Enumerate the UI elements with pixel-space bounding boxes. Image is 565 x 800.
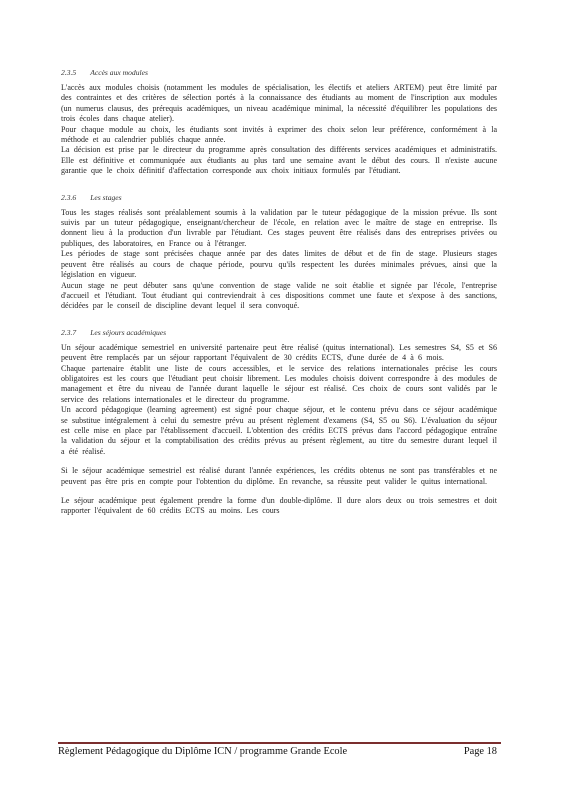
paragraph: Aucun stage ne peut débuter sans qu'une convention de stage valide ne soit établie et signée par l'école, l'entreprise d'accueil et l'étudiant. Tout étudiant qui contreviendrait à ces dispositions commet une faute et s'expose à des sanctions, décidées par le conseil de discipline devant lequel il sera convoqué.	[61, 280, 497, 311]
paragraph: Si le séjour académique semestriel est réalisé durant l'année expériences, les crédits obtenus ne sont pas transférables et ne peuvent pas être pris en compte pour l'obtention du diplôme. En revanche, sa réussite peut valider le quitus international.	[61, 466, 497, 486]
page-number: Page 18	[463, 746, 497, 757]
section-title: Accès aux modules	[90, 68, 148, 77]
section-title: Les séjours académiques	[90, 327, 167, 337]
paragraph: Le séjour académique peut également prendre la forme d'un double-diplôme. Il dure alors deux ou trois semestres et doit rapporter l'équivalent de 60 crédits ECTS au moins. Les cours	[61, 496, 497, 516]
paragraph: Les périodes de stage sont précisées chaque année par des dates limites de début et de fin de stage. Plusieurs stages peuvent être réalisés au cours de chaque période, pourvu qu'ils respectent les durées minimales prévues, ainsi que la législation en vigueur.	[61, 249, 497, 280]
page-footer	[58, 745, 501, 758]
section-number: 2.3.7	[61, 327, 77, 337]
paragraph: L'accès aux modules choisis (notamment les modules de spécialisation, les électifs et ateliers ARTEM) peut être limité par des contraintes et des critères de sélection portés à la connaissance des étudiants au moment de l'inscription aux modules (un numerus clausus, des prérequis académiques, un niveau académique minimal, la nécessité d'équilibrer les populations des trois écoles dans chaque atelier).	[61, 83, 497, 124]
paragraph: Pour chaque module au choix, les étudiants sont invités à exprimer des choix selon leur préférence, conformément à la méthode et au calendrier publiés chaque année.	[61, 124, 497, 145]
footer-title: Règlement Pédagogique du Diplôme ICN / programme Grande Ecole	[58, 746, 348, 757]
section-title: Les stages	[90, 192, 122, 202]
paragraph: La décision est prise par le directeur du programme après consultation des différents services académiques et administratifs. Elle est définitive et communiquée aux étudiants au plus tard une semaine avant le début des cours. Il n'existe aucune garantie que le choix définitif d'affectation corresponde aux choix initiaux formulés par l'étudiant.	[61, 145, 497, 176]
section-acces-modules	[61, 68, 497, 177]
section-number: 2.3.5	[61, 68, 77, 77]
section-number: 2.3.6	[61, 192, 77, 202]
paragraph: Un accord pédagogique (learning agreement) est signé pour chaque séjour, et le contenu prévu dans ce séjour académique se substitue intégralement à celui du semestre prévu au présent règlement d'examens (S4, S5 ou S6). L'évaluation du séjour est celle mise en place par l'établissement d'accueil. L'obtention des crédits ECTS prévus dans l'accord pédagogique entraîne la validation du séjour et la comptabilisation des crédits prévus au présent règlement, au titre du semestre durant lequel il a été réalisé.	[61, 405, 497, 456]
paragraph: Un séjour académique semestriel en université partenaire peut être réalisé (quitus international). Les semestres S4, S5 et S6 peuvent être remplacés par un séjour rapportant l'équivalent de 30 crédits ECTS, d'une durée de 4 à 6 mois.	[61, 342, 497, 363]
paragraph: Tous les stages réalisés sont préalablement soumis à la validation par le tuteur pédagogique de la mission prévue. Ils sont suivis par un tuteur pédagogique, enseignant/chercheur de l'école, en relation avec le maître de stage en entreprise. Ils donnent lieu à la production d'un livrable par l'étudiant. Ces stages peuvent être réalisés dans des entreprises privées ou publiques, des laboratoires, en France ou à l'étranger.	[61, 207, 497, 248]
section-heading	[61, 68, 497, 78]
section-stages	[61, 193, 497, 312]
paragraph: Chaque partenaire établit une liste de cours accessibles, et le service des relations internationales précise les cours obligatoires est les cours que l'étudiant peut choisir librement. Les modules choisis doivent correspondre à des modules de management et être du niveau de l'année durant laquelle le séjour est réalisé. Ces choix de cours sont validés par le service des relations internationales et le directeur du programme.	[61, 363, 497, 404]
page-body	[61, 68, 497, 524]
section-heading	[61, 193, 497, 203]
footer-rule	[58, 742, 501, 744]
section-heading	[61, 328, 497, 338]
section-sejours-academiques	[61, 328, 497, 517]
